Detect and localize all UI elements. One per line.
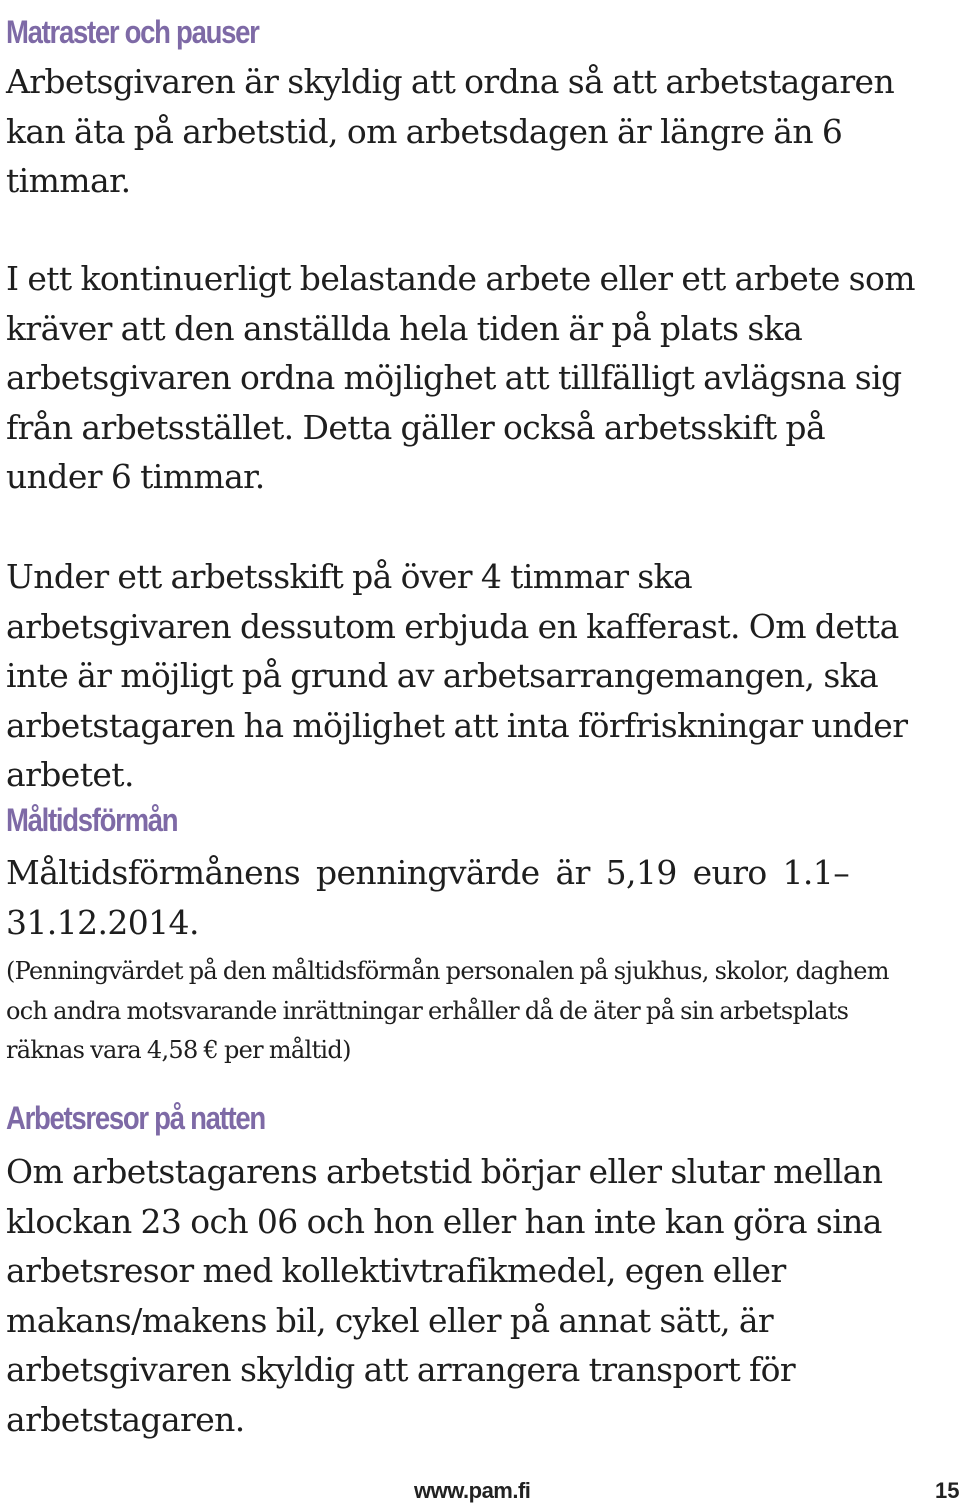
paragraph-meal-break-duty: Arbetsgivaren är skyldig att ordna så att arbetstagaren kan äta på arbetstid, om arbetsdagen är längre än 6 timmar. [6, 62, 895, 200]
footer-url-link[interactable]: www.pam.fi [414, 1478, 531, 1503]
paragraph-coffee-break: Under ett arbetsskift på över 4 timmar ska arbetsgivaren dessutom erbjuda en kafferast. Om detta inte är möjligt på grund av arbetsarrangemangen, ska arbetstagaren ha möjlighet att inta förfriskningar under arbetet. [6, 557, 908, 794]
section-heading-meal-benefit: Måltidsförmån [6, 802, 178, 838]
paragraph-meal-benefit-value: Måltidsförmånens penningvärde är 5,19 euro 1.1–31.12.2014. [6, 853, 850, 942]
paragraph-continuous-work: I ett kontinuerligt belastande arbete eller ett arbete som kräver att den anställda hela tiden är på plats ska arbetsgivaren ordna möjlighet att tillfälligt avlägsna sig från arbetsstället. Detta gäller också arbetsskift på under 6 timmar. [6, 259, 915, 496]
paragraph-night-travel: Om arbetstagarens arbetstid börjar eller slutar mellan klockan 23 och 06 och hon eller han inte kan göra sina arbetsresor med kollektivtrafikmedel, egen eller makans/makens bil, cykel eller på annat sätt, är arbetsgivaren skyldig att arrangera transport för arbetstagaren. [6, 1152, 883, 1439]
page-number: 15 [935, 1478, 960, 1503]
section-heading-meal-breaks: Matraster och pauser [6, 14, 259, 50]
note-meal-benefit-institutions: (Penningvärdet på den måltidsförmån personalen på sjukhus, skolor, daghem och andra motsvarande inrättningar erhåller då de äter på sin arbetsplats räknas vara 4,58 € per måltid) [6, 957, 889, 1064]
section-heading-night-travel: Arbetsresor på natten [6, 1100, 265, 1136]
